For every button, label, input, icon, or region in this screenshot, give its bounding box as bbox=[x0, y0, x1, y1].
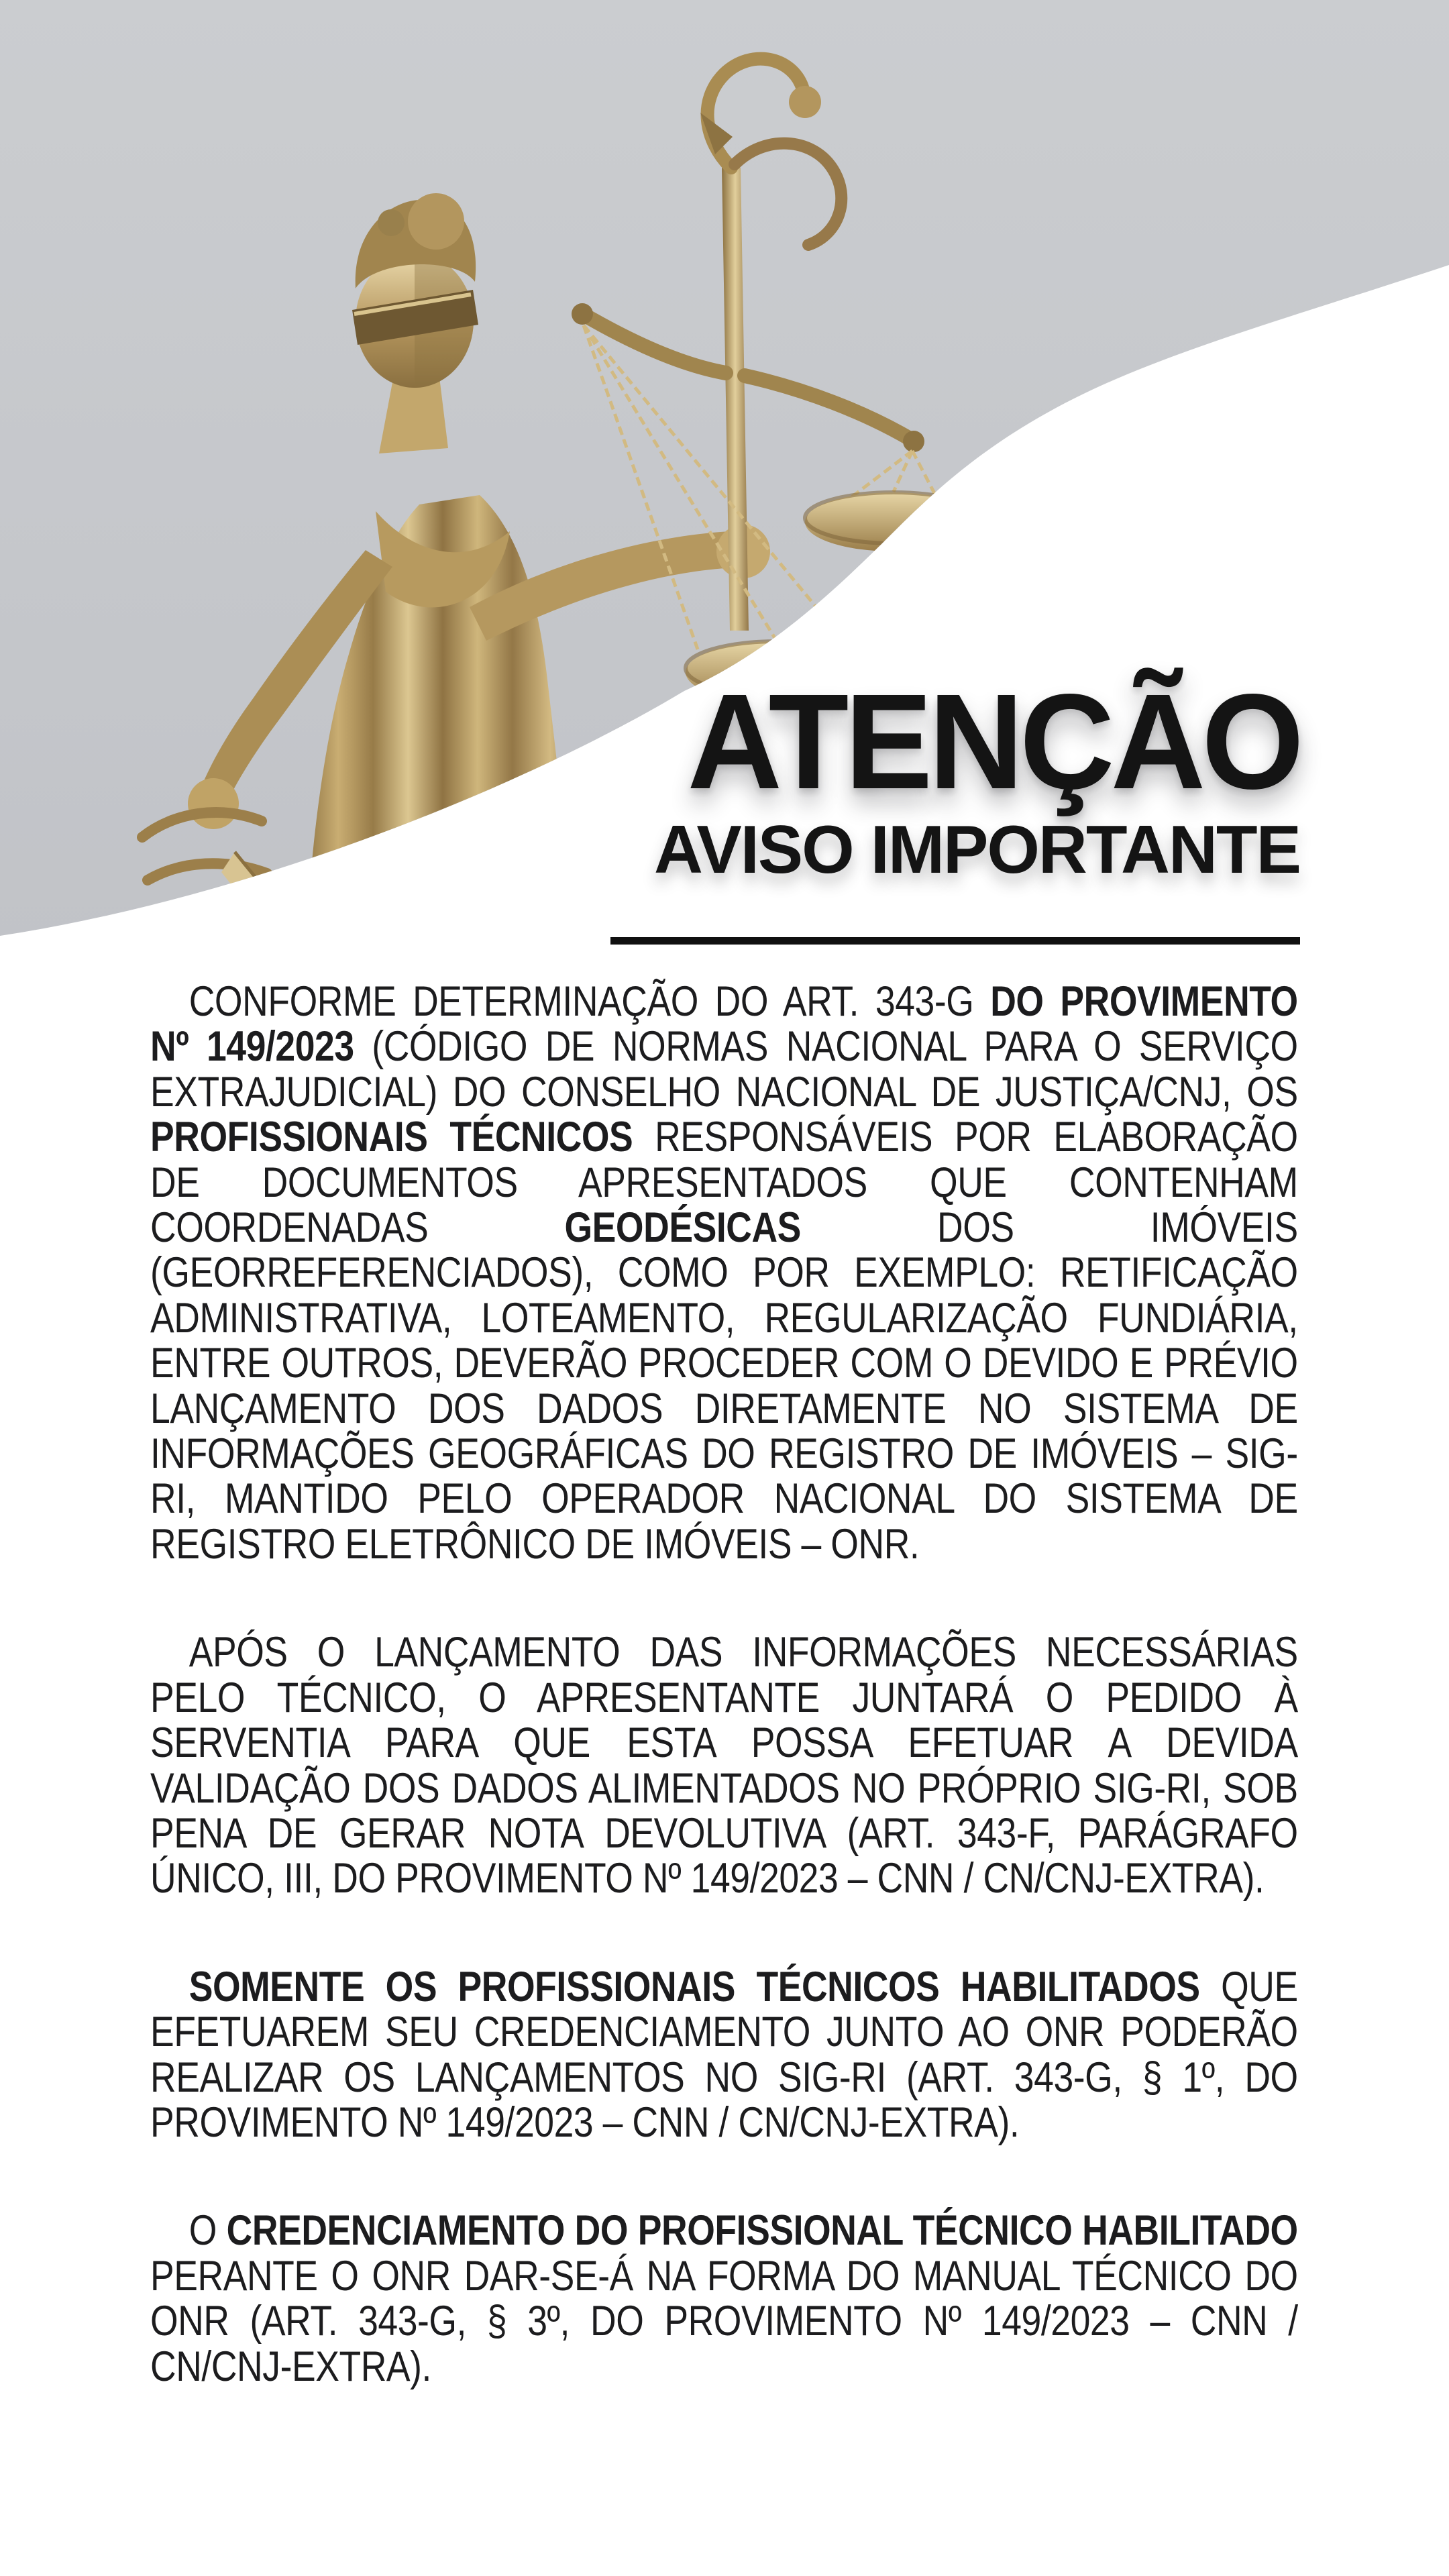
page-title: ATENÇÃO bbox=[687, 665, 1300, 817]
paragraph: O CREDENCIAMENTO DO PROFISSIONAL TÉCNICO HABILITADO PERANTE O ONR DAR-SE-Á NA FORMA DO MANUAL TÉCNICO DO ONR (ART. 343-G, § 3º, DO PROVIMENTO Nº 149/2023 – CNN / CN/CNJ-EXTRA). bbox=[150, 2207, 1298, 2390]
headline-block bbox=[610, 665, 1300, 945]
lady-justice-statue-illustration bbox=[0, 0, 1449, 1140]
paragraph: CONFORME DETERMINAÇÃO DO ART. 343-G DO PROVIMENTO Nº 149/2023 (CÓDIGO DE NORMAS NACIONAL PARA O SERVIÇO EXTRAJUDICIAL) DO CONSELHO NACIONAL DE JUSTIÇA/CNJ, OS PROFISSIONAIS TÉCNICOS RESPONSÁVEIS POR ELABORAÇÃO DE DOCUMENTOS APRESENTADOS QUE CONTENHAM COORDENADAS GEODÉSICAS DOS IMÓVEIS (GEORREFERENCIADOS), COMO POR EXEMPLO: RETIFICAÇÃO ADMINISTRATIVA, LOTEAMENTO, REGULARIZAÇÃO FUNDIÁRIA, ENTRE OUTROS, DEVERÃO PROCEDER COM O DEVIDO E PRÉVIO LANÇAMENTO DOS DADOS DIRETAMENTE NO SISTEMA DE INFORMAÇÕES GEOGRÁFICAS DO REGISTRO DE IMÓVEIS – SIG-RI, MANTIDO PELO OPERADOR NACIONAL DO SISTEMA DE REGISTRO ELETRÔNICO DE IMÓVEIS – ONR. bbox=[150, 978, 1298, 1568]
hero-photo bbox=[0, 0, 1449, 1140]
page-subtitle: AVISO IMPORTANTE bbox=[653, 812, 1300, 888]
title-divider bbox=[610, 937, 1300, 945]
notice-body bbox=[150, 979, 1298, 2390]
paragraph: SOMENTE OS PROFISSIONAIS TÉCNICOS HABILITADOS QUE EFETUAREM SEU CREDENCIAMENTO JUNTO AO ONR PODERÃO REALIZAR OS LANÇAMENTOS NO SIG-RI (ART. 343-G, § 1º, DO PROVIMENTO Nº 149/2023 – CNN / CN/CNJ-EXTRA). bbox=[150, 1963, 1298, 2146]
paragraph: APÓS O LANÇAMENTO DAS INFORMAÇÕES NECESSÁRIAS PELO TÉCNICO, O APRESENTANTE JUNTARÁ O PEDIDO À SERVENTIA PARA QUE ESTA POSSA EFETUAR A DEVIDA VALIDAÇÃO DOS DADOS ALIMENTADOS NO PRÓPRIO SIG-RI, SOB PENA DE GERAR NOTA DEVOLUTIVA (ART. 343-F, PARÁGRAFO ÚNICO, III, DO PROVIMENTO Nº 149/2023 – CNN / CN/CNJ-EXTRA). bbox=[150, 1629, 1298, 1902]
